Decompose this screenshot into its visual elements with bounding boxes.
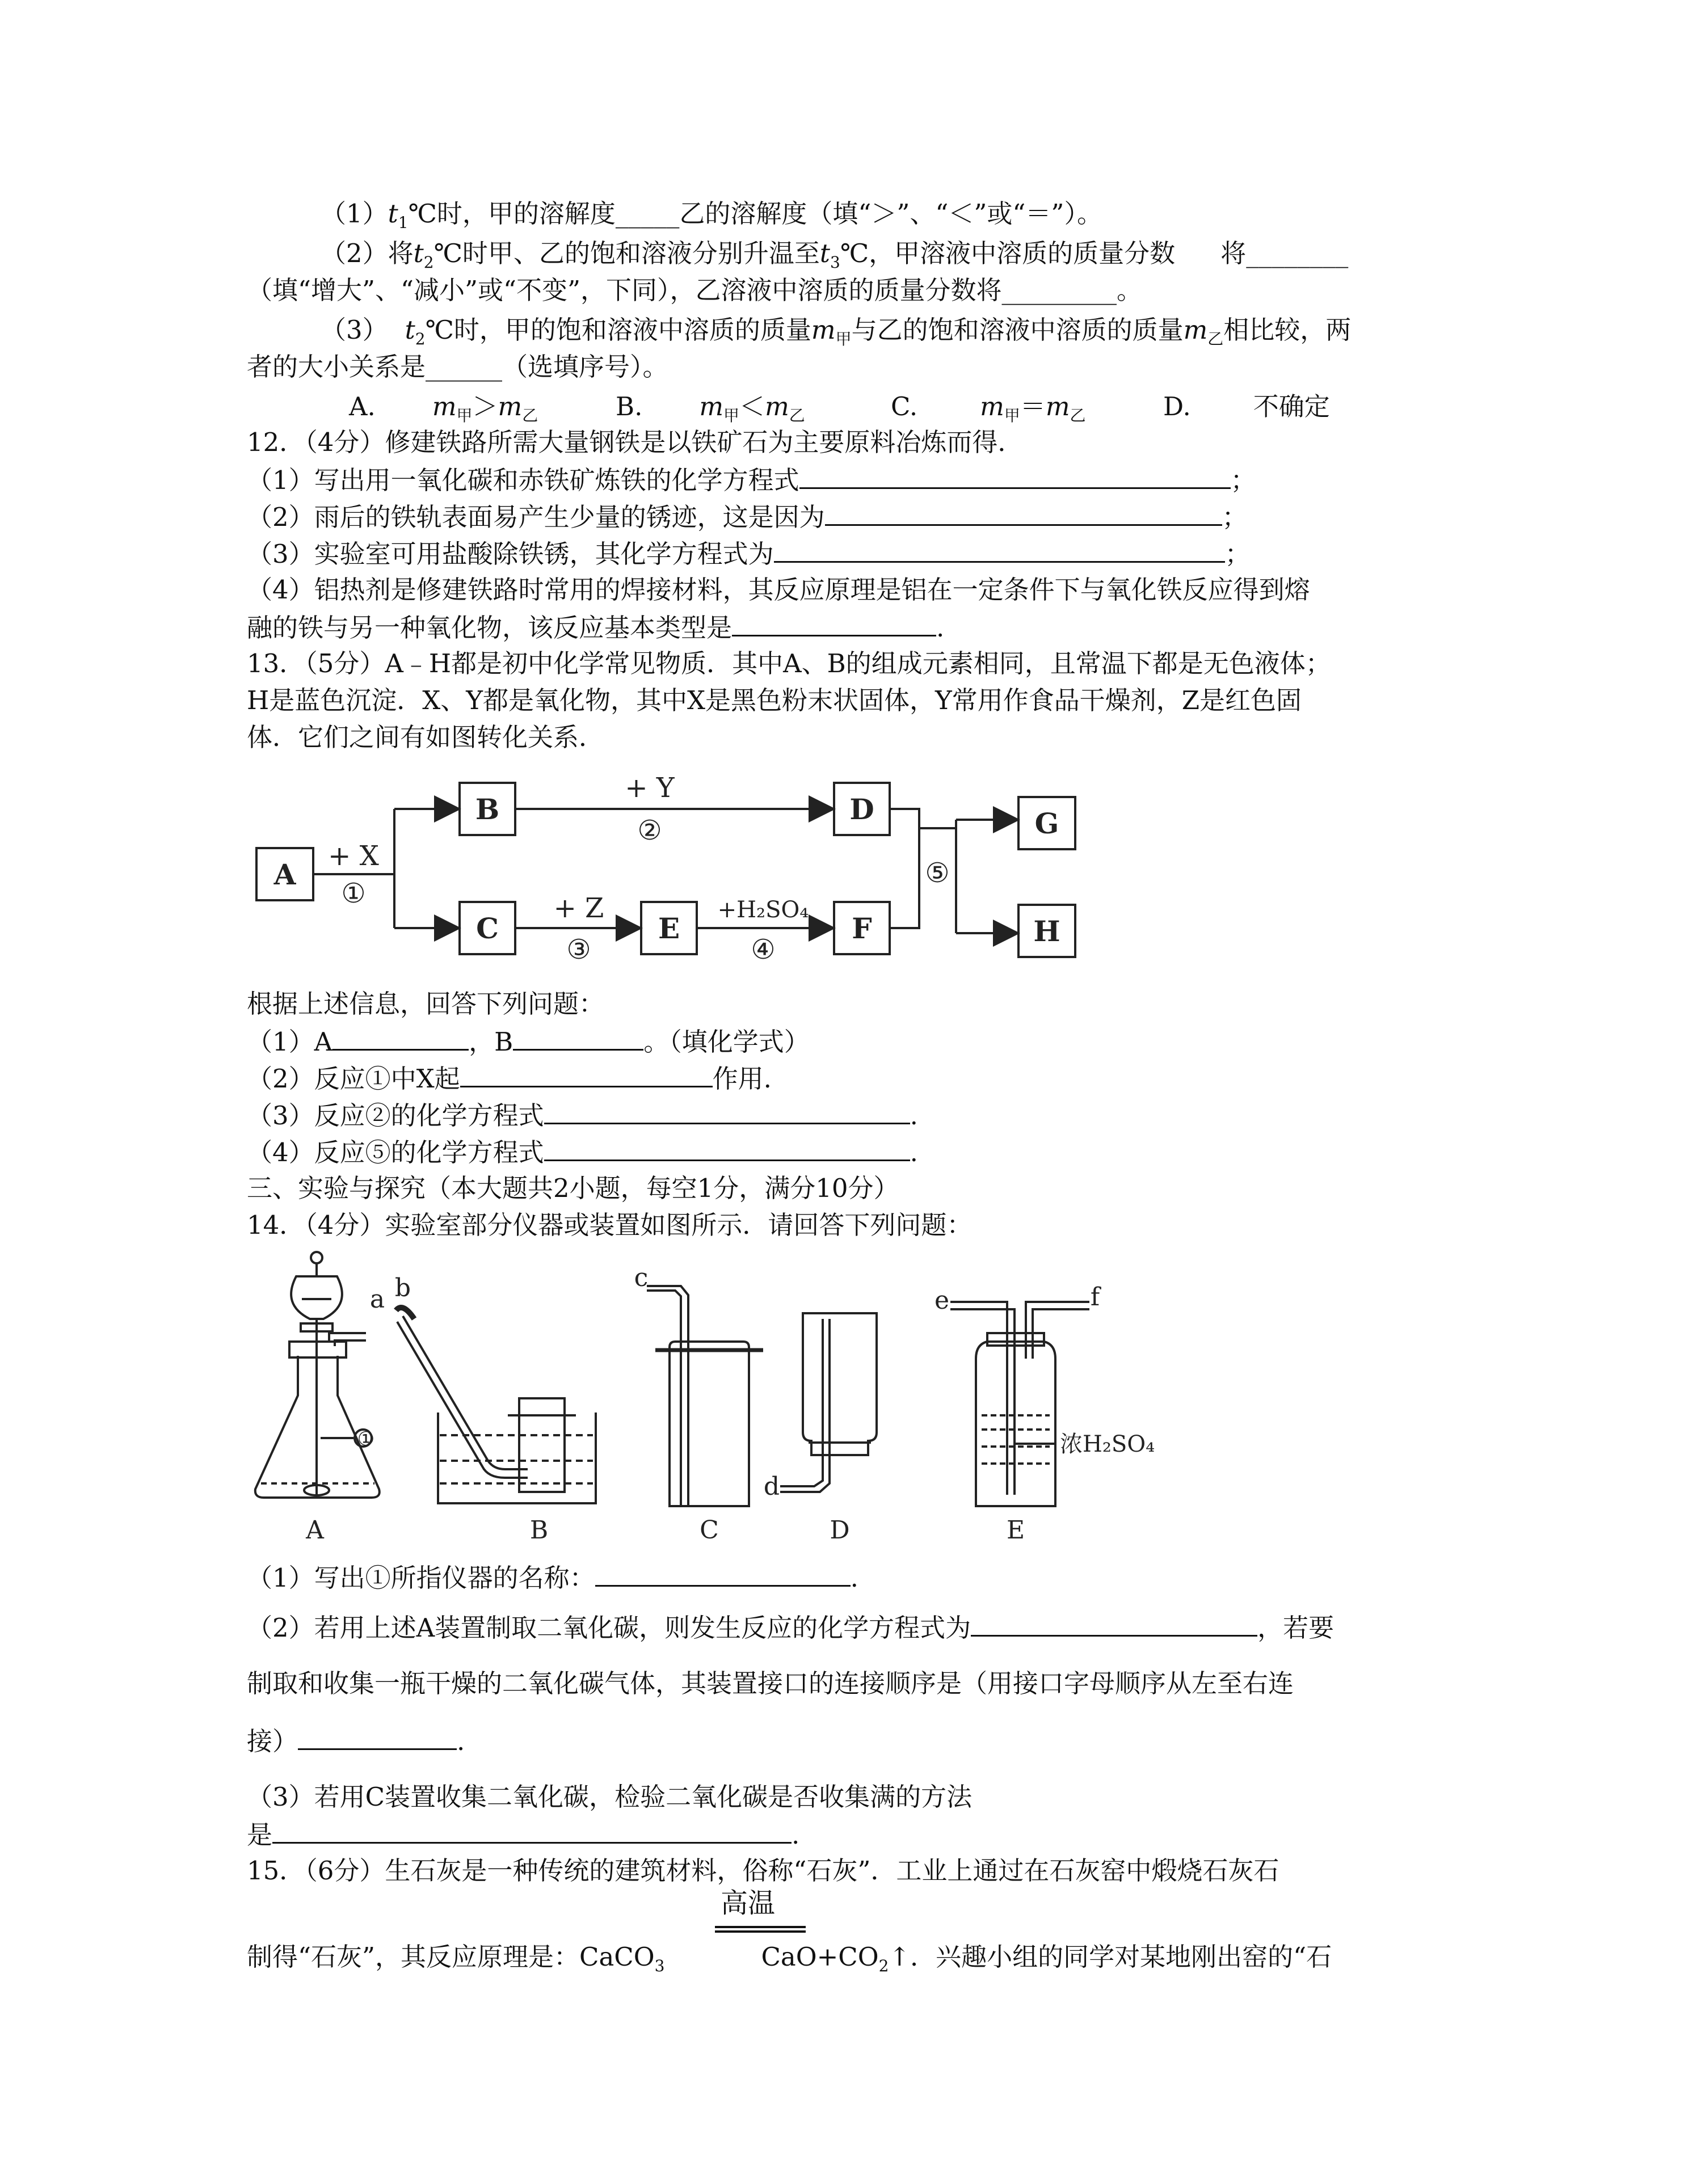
q11-part3-cont: 者的大小关系是______（选填序号）。	[247, 352, 668, 382]
q13-q1: （1）A ，B 。（填化学式）	[247, 1024, 810, 1059]
plus-h2so4: +H₂SO₄	[717, 897, 809, 923]
label-h: H	[1033, 914, 1060, 948]
label-f-port: f	[1090, 1283, 1100, 1312]
apparatus-d	[780, 1313, 877, 1492]
q14-q2-cont: 制取和收集一瓶干燥的二氧化碳气体，其装置接口的连接顺序是（用接口字母顺序从左至右连	[247, 1668, 1294, 1698]
label-f: F	[852, 912, 872, 945]
caption-b: B	[529, 1516, 549, 1545]
q12-line5: 融的铁与另一种氧化物，该反应基本类型是 .	[247, 610, 944, 645]
label-a-port: a	[369, 1285, 385, 1314]
caption-a: A	[306, 1516, 324, 1545]
reaction-2: ②	[637, 815, 662, 846]
q13-flow-diagram	[250, 763, 1112, 973]
label-c: C	[476, 912, 499, 945]
q12-line1: （1）写出用一氧化碳和赤铁矿炼铁的化学方程式 ；	[247, 462, 1256, 497]
q11-option-a: A. $m_甲>m_乙$	[349, 391, 538, 425]
q11-part2-cont: （填“增大”、“减小”或“不变”，下同），乙溶液中溶质的质量分数将_________。	[247, 275, 1143, 305]
reaction-1: ①	[341, 878, 366, 909]
caption-d: D	[830, 1516, 850, 1545]
label-a: A	[273, 858, 296, 891]
apparatus-e	[950, 1302, 1089, 1506]
q14-q3-cont: 是 .	[247, 1817, 799, 1852]
q12-line4: （4）铝热剂是修建铁路时常用的焊接材料，其反应原理是铝在一定条件下与氧化铁反应得到熔	[247, 575, 1310, 605]
q11-option-d: D. 不确定	[1163, 391, 1330, 421]
q11-option-c: C. $m_甲=m_乙$	[891, 391, 1086, 425]
label-d-port: d	[763, 1472, 780, 1501]
q13-q2: （2）反应①中X起 作用.	[247, 1061, 772, 1096]
label-c-port: c	[634, 1263, 649, 1292]
q11-part1: $(1)t_1℃$时，甲的溶解度_____乙的溶解度（填“＞”、“＜”或“＝”）。	[321, 199, 1102, 232]
plus-x: + X	[328, 840, 379, 872]
apparatus-c	[647, 1286, 763, 1506]
reaction-5: ⑤	[925, 857, 950, 889]
q13-q4: （4）反应⑤的化学方程式 .	[247, 1135, 918, 1170]
q13-heading: 13．（5分）A﹣H都是初中化学常见物质．其中A、B的组成元素相同，且常温下都是无色液体；	[247, 648, 1331, 678]
label-d: D	[849, 792, 874, 826]
q14-q2: （2）若用上述A装置制取二氧化碳，则发生反应的化学方程式为 ，若要	[247, 1610, 1334, 1645]
q15-condition-high-temp: 高温	[721, 1887, 776, 1919]
q13-intro: 根据上述信息，回答下列问题：	[247, 989, 605, 1019]
reaction-4: ④	[751, 934, 776, 965]
label-e-port: e	[934, 1286, 950, 1315]
plus-z: + Z	[553, 892, 604, 924]
plus-y: + Y	[625, 772, 675, 804]
q14-q1: （1）写出①所指仪器的名称： .	[247, 1560, 858, 1595]
section-3-heading: 三、实验与探究（本大题共2小题，每空1分，满分10分）	[247, 1173, 899, 1203]
q14-q3: （3）若用C装置收集二氧化碳，检验二氧化碳是否收集满的方法	[247, 1782, 973, 1812]
q11-part2: （2）将$t_2℃$时甲、乙的饱和溶液分别升温至$t_3℃$，甲溶液中溶质的质量分数 将________	[321, 238, 1349, 272]
label-e: E	[658, 912, 680, 945]
q13-line2: H是蓝色沉淀．X、Y都是氧化物，其中X是黑色粉末状固体，Y常用作食品干燥剂，Z是红色固	[247, 685, 1302, 715]
reaction-3: ③	[566, 934, 591, 965]
q14-q2-cont2: 接） .	[247, 1723, 465, 1759]
apparatus-b	[396, 1308, 596, 1503]
q11-part3: （3） $t_2℃$时，甲的饱和溶液中溶质的质量$m_甲$与乙的饱和溶液中溶质的质量$m_乙$相比较，两	[321, 315, 1352, 348]
caption-e: E	[1006, 1516, 1025, 1545]
q12-heading: 12．（4分）修建铁路所需大量钢铁是以铁矿石为主要原料冶炼而得．	[247, 427, 1024, 457]
label-b: B	[475, 792, 500, 826]
label-g: G	[1034, 807, 1059, 840]
label-b-port: b	[394, 1274, 411, 1302]
q13-line3: 体．它们之间有如图转化关系．	[247, 722, 605, 752]
q15-reaction-bar	[715, 1926, 806, 1928]
q11-option-b: B. $m_甲<m_乙$	[616, 391, 805, 425]
q15-reaction-bar-2	[715, 1930, 806, 1933]
q12-line2: （2）雨后的铁轨表面易产生少量的锈迹，这是因为 ；	[247, 499, 1248, 534]
q12-line3: （3）实验室可用盐酸除铁锈，其化学方程式为 ；	[247, 536, 1251, 571]
apparatus-a	[255, 1252, 380, 1498]
caption-c: C	[700, 1516, 719, 1545]
label-conc-sulfuric-acid: 浓H₂SO₄	[1060, 1431, 1155, 1457]
q14-heading: 14．（4分）实验室部分仪器或装置如图所示．请回答下列问题：	[247, 1210, 973, 1240]
label-instrument-1: ①	[357, 1428, 375, 1451]
q15-heading: 15．（6分）生石灰是一种传统的建筑材料，俗称“石灰”．工业上通过在石灰窑中煅烧石灰石	[247, 1856, 1279, 1886]
q15-line2: 制得“石灰”，其反应原理是：CaCO$_3$ $CaO+CO_2↑$．兴趣小组的同学对某地刚出窑的“石	[247, 1942, 1332, 1975]
q14-apparatus-figure	[250, 1245, 1214, 1546]
q13-q3: （3）反应②的化学方程式 .	[247, 1098, 918, 1133]
